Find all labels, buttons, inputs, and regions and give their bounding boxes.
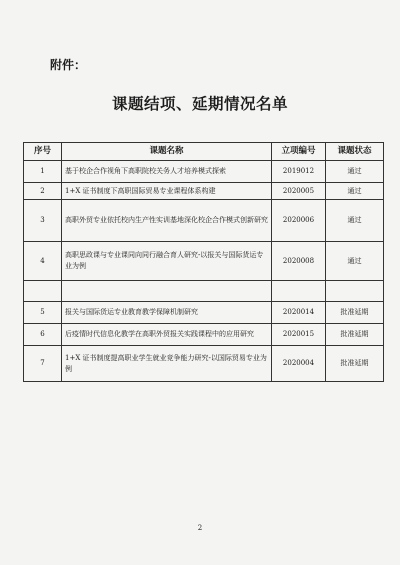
table-row — [24, 302, 384, 324]
row-no: 2 — [24, 183, 62, 200]
row-no: 5 — [24, 302, 62, 324]
page-title: 课题结项、延期情况名单 — [111, 95, 288, 113]
row-no: 4 — [24, 242, 62, 281]
row-name: 高职外贸专业依托校内生产性实训基地深化校企合作模式创新研究 — [62, 200, 272, 242]
header-status: 课题状态 — [326, 143, 384, 161]
row-no: 1 — [24, 161, 62, 183]
row-name: 高职思政课与专业课同向同行融合育人研究-以报关与国际货运专业为例 — [62, 242, 272, 281]
row-name: 报关与国际货运专业教育教学保障机制研究 — [62, 302, 272, 324]
row-code: 2020015 — [272, 324, 326, 346]
row-name: 基于校企合作视角下高职院校关务人才培养模式探索 — [62, 161, 272, 183]
row-code: 2020004 — [272, 346, 326, 382]
row-status: 通过 — [326, 200, 384, 242]
row-name: 1+X 证书制度提高职业学生就业竞争能力研究-以国际贸易专业为例 — [62, 346, 272, 382]
table-row — [24, 200, 384, 242]
attachment-label: 附件： — [50, 58, 87, 72]
row-status: 批准延期 — [326, 302, 384, 324]
row-code — [272, 281, 326, 302]
row-no: 6 — [24, 324, 62, 346]
row-code: 2020014 — [272, 302, 326, 324]
table-row — [24, 183, 384, 200]
row-code: 2020005 — [272, 183, 326, 200]
header-no: 序号 — [24, 143, 62, 161]
project-status-table — [23, 142, 384, 382]
row-code: 2019012 — [272, 161, 326, 183]
row-status: 通过 — [326, 183, 384, 200]
table-row — [24, 242, 384, 281]
table-row-empty — [24, 281, 384, 302]
row-status: 批准延期 — [326, 346, 384, 382]
table-header-row — [24, 143, 384, 161]
table-row — [24, 346, 384, 382]
row-no — [24, 281, 62, 302]
row-no: 7 — [24, 346, 62, 382]
row-status: 批准延期 — [326, 324, 384, 346]
row-status: 通过 — [326, 161, 384, 183]
row-code: 2020006 — [272, 200, 326, 242]
table-row — [24, 324, 384, 346]
page-number: 2 — [197, 524, 203, 532]
row-status — [326, 281, 384, 302]
row-no: 3 — [24, 200, 62, 242]
header-name: 课题名称 — [62, 143, 272, 161]
row-code: 2020008 — [272, 242, 326, 281]
row-name — [62, 281, 272, 302]
row-name: 1+X 证书制度下高职国际贸易专业课程体系构建 — [62, 183, 272, 200]
header-code: 立项编号 — [272, 143, 326, 161]
row-name: 后疫情时代信息化教学在高职外贸报关实践课程中的应用研究 — [62, 324, 272, 346]
table-row — [24, 161, 384, 183]
row-status: 通过 — [326, 242, 384, 281]
